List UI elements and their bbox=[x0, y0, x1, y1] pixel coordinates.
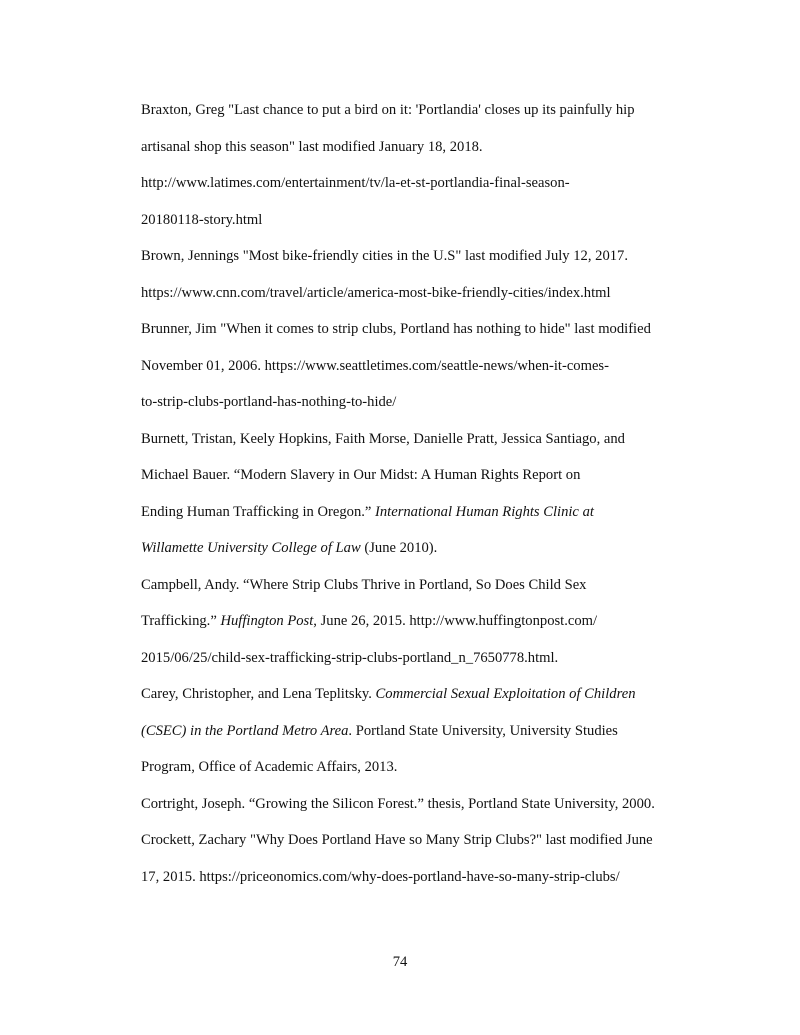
reference-line: Cortright, Joseph. “Growing the Silicon Forest.” thesis, Portland State University, 2000. bbox=[141, 795, 655, 812]
reference-text: , June 26, 2015. http://www.huffingtonpost.com/ bbox=[313, 613, 598, 629]
bibliography bbox=[141, 92, 716, 895]
reference-line bbox=[141, 603, 716, 640]
reference-source-title: Willamette University College of Law bbox=[141, 540, 361, 556]
reference-text: (June 2010). bbox=[360, 540, 438, 556]
reference-line: Michael Bauer. “Modern Slavery in Our Midst: A Human Rights Report on bbox=[141, 467, 581, 483]
reference-source-title: Huffington Post bbox=[220, 613, 314, 629]
page-number: 74 bbox=[392, 954, 408, 970]
reference-line bbox=[141, 494, 716, 531]
reference-source-title: (CSEC) in the Portland Metro Area bbox=[141, 722, 349, 739]
reference-line: 2015/06/25/child-sex-trafficking-strip-clubs-portland_n_7650778.html. bbox=[141, 649, 559, 666]
reference-braxton bbox=[141, 92, 716, 238]
reference-line: Campbell, Andy. “Where Strip Clubs Thrive in Portland, So Does Child Sex bbox=[141, 576, 587, 593]
reference-line: 17, 2015. https://priceonomics.com/why-does-portland-have-so-many-strip-clubs/ bbox=[141, 868, 620, 885]
reference-line: Brown, Jennings "Most bike-friendly cities in the U.S" last modified July 12, 2017. bbox=[141, 248, 628, 264]
reference-text: . Portland State University, University Studies bbox=[348, 722, 618, 739]
reference-source-title: International Human Rights Clinic at bbox=[375, 503, 594, 520]
reference-line: Brunner, Jim "When it comes to strip clubs, Portland has nothing to hide" last modified bbox=[141, 321, 651, 337]
reference-brunner bbox=[141, 311, 716, 421]
reference-line bbox=[141, 676, 716, 713]
reference-campbell bbox=[141, 567, 716, 677]
reference-line: Crockett, Zachary "Why Does Portland Have so Many Strip Clubs?" last modified June bbox=[141, 832, 653, 848]
reference-line: Braxton, Greg "Last chance to put a bird on it: 'Portlandia' closes up its painfully hip bbox=[141, 102, 635, 118]
reference-line: November 01, 2006. https://www.seattletimes.com/seattle-news/when-it-comes- bbox=[141, 357, 609, 374]
reference-line bbox=[141, 713, 716, 750]
reference-line bbox=[141, 530, 716, 567]
reference-line: https://www.cnn.com/travel/article/america-most-bike-friendly-cities/index.html bbox=[141, 284, 611, 301]
reference-line: http://www.latimes.com/entertainment/tv/la-et-st-portlandia-final-season- bbox=[141, 175, 570, 191]
reference-brown bbox=[141, 238, 716, 311]
reference-source-title: Commercial Sexual Exploitation of Children bbox=[375, 686, 636, 702]
reference-text: Carey, Christopher, and Lena Teplitsky. bbox=[141, 686, 376, 702]
reference-line: artisanal shop this season" last modified January 18, 2018. bbox=[141, 138, 483, 155]
reference-cortright bbox=[141, 786, 716, 823]
reference-line: 20180118-story.html bbox=[141, 211, 263, 228]
reference-line: Program, Office of Academic Affairs, 2013. bbox=[141, 759, 398, 775]
reference-text: Trafficking.” bbox=[141, 613, 221, 629]
reference-burnett bbox=[141, 421, 716, 567]
reference-carey bbox=[141, 676, 716, 786]
reference-crockett bbox=[141, 822, 716, 895]
reference-text: Ending Human Trafficking in Oregon.” bbox=[141, 503, 376, 520]
reference-line: Burnett, Tristan, Keely Hopkins, Faith Morse, Danielle Pratt, Jessica Santiago, and bbox=[141, 430, 625, 447]
reference-line: to-strip-clubs-portland-has-nothing-to-hide/ bbox=[141, 394, 397, 410]
